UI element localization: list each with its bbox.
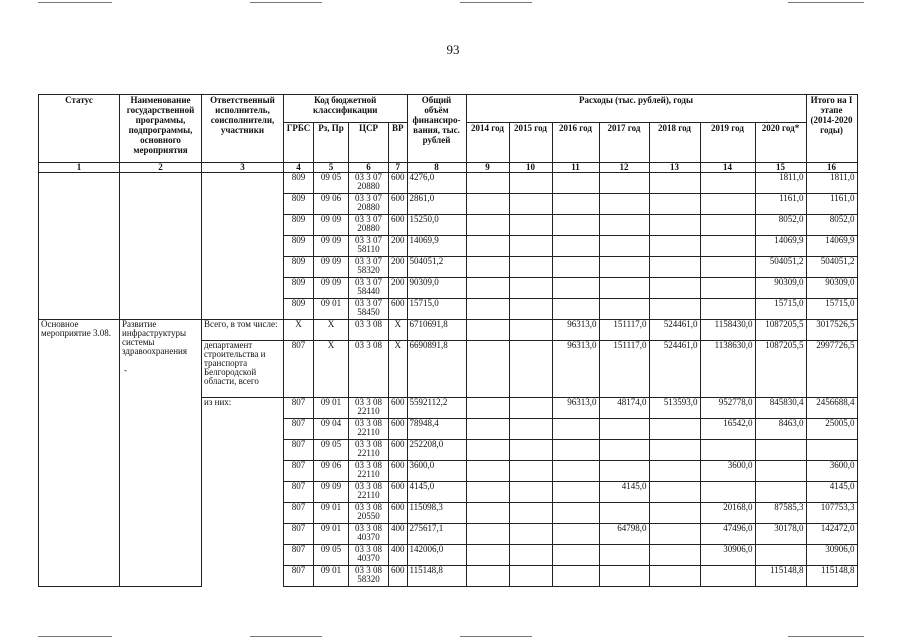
cell-2018 <box>649 503 700 524</box>
bullet-mark: - <box>124 365 127 375</box>
cell-vr: 600 <box>389 299 408 320</box>
cell-2016 <box>552 257 599 278</box>
cell-2016 <box>552 461 599 482</box>
cell-grbs: 809 <box>284 173 314 194</box>
cell-2015 <box>509 461 552 482</box>
column-number: 14 <box>700 163 755 173</box>
cell-2019 <box>700 194 755 215</box>
cell-name <box>120 173 202 320</box>
column-number: 1 <box>39 163 120 173</box>
cell-2015 <box>509 236 552 257</box>
cell-vr: 600 <box>389 482 408 503</box>
cell-2017 <box>599 173 649 194</box>
cell-2017: 151117,0 <box>599 320 649 341</box>
cell-stage-total: 1811,0 <box>806 173 857 194</box>
cell-2015 <box>509 341 552 398</box>
cell-2016 <box>552 278 599 299</box>
cell-grbs: 807 <box>284 440 314 461</box>
cell-2017 <box>599 440 649 461</box>
cell-2015 <box>509 419 552 440</box>
column-number: 4 <box>284 163 314 173</box>
cell-total: 15715,0 <box>407 299 466 320</box>
col-year-header: 2019 год <box>700 123 755 163</box>
cell-stage-total: 25005,0 <box>806 419 857 440</box>
col-year-header: 2014 год <box>466 123 509 163</box>
cell-csr: 03 3 07 20880 <box>349 215 389 236</box>
cell-grbs: 807 <box>284 524 314 545</box>
cell-vr: 600 <box>389 503 408 524</box>
cell-stage-total: 15715,0 <box>806 299 857 320</box>
header-row-1 <box>39 95 858 123</box>
cell-2014 <box>466 236 509 257</box>
cell-csr: 03 3 08 <box>349 320 389 341</box>
cell-total: 115098,3 <box>407 503 466 524</box>
cell-2019: 47496,0 <box>700 524 755 545</box>
cell-2014 <box>466 320 509 341</box>
cell-csr: 03 3 07 58110 <box>349 236 389 257</box>
cell-grbs: 809 <box>284 278 314 299</box>
cell-csr: 03 3 08 22110 <box>349 440 389 461</box>
cell-2017 <box>599 215 649 236</box>
cell-rzpr: 09 09 <box>314 257 349 278</box>
cell-2018: 524461,0 <box>649 320 700 341</box>
cell-vr: 600 <box>389 461 408 482</box>
cell-stage-total: 107753,3 <box>806 503 857 524</box>
cell-2019: 30906,0 <box>700 545 755 566</box>
cell-csr: 03 3 08 20550 <box>349 503 389 524</box>
cell-2018 <box>649 299 700 320</box>
cell-total: 6690891,8 <box>407 341 466 398</box>
cell-grbs: 809 <box>284 194 314 215</box>
cell-vr: 600 <box>389 173 408 194</box>
cell-vr: X <box>389 320 408 341</box>
col-expenses-header: Расходы (тыс. рублей), годы <box>466 95 806 123</box>
budget-table <box>38 94 858 587</box>
cell-stage-total: 8052,0 <box>806 215 857 236</box>
cell-grbs: 809 <box>284 299 314 320</box>
cell-stage-total: 115148,8 <box>806 566 857 587</box>
cell-2019 <box>700 440 755 461</box>
cell-total: 15250,0 <box>407 215 466 236</box>
cell-total: 90309,0 <box>407 278 466 299</box>
cell-2017 <box>599 236 649 257</box>
cell-2014 <box>466 278 509 299</box>
cell-2016 <box>552 419 599 440</box>
column-number: 9 <box>466 163 509 173</box>
cell-2018 <box>649 482 700 503</box>
table-row-activity-total <box>39 320 858 341</box>
cell-2019 <box>700 257 755 278</box>
top-rule-mid-left <box>250 2 322 3</box>
cell-stage-total: 30906,0 <box>806 545 857 566</box>
cell-2016 <box>552 299 599 320</box>
cell-stage-total: 4145,0 <box>806 482 857 503</box>
cell-2014 <box>466 461 509 482</box>
cell-total: 252208,0 <box>407 440 466 461</box>
cell-csr: 03 3 08 58320 <box>349 566 389 587</box>
cell-2018 <box>649 173 700 194</box>
col-year-header: 2018 год <box>649 123 700 163</box>
cell-grbs: 807 <box>284 482 314 503</box>
cell-vr: 600 <box>389 566 408 587</box>
cell-2015 <box>509 503 552 524</box>
cell-status <box>39 173 120 320</box>
column-number: 11 <box>552 163 599 173</box>
cell-2018 <box>649 566 700 587</box>
cell-2016 <box>552 194 599 215</box>
column-number: 15 <box>755 163 806 173</box>
cell-stage-total: 90309,0 <box>806 278 857 299</box>
cell-2019: 1158430,0 <box>700 320 755 341</box>
cell-2014 <box>466 566 509 587</box>
cell-2015 <box>509 215 552 236</box>
cell-2020: 14069,9 <box>755 236 806 257</box>
bottom-rule-mid-right <box>460 636 532 637</box>
cell-executor: из них: <box>202 398 284 587</box>
cell-2020: 1161,0 <box>755 194 806 215</box>
cell-grbs: 807 <box>284 545 314 566</box>
cell-2016 <box>552 566 599 587</box>
cell-grbs: 809 <box>284 236 314 257</box>
cell-2019 <box>700 278 755 299</box>
cell-2018 <box>649 194 700 215</box>
cell-2020 <box>755 461 806 482</box>
cell-2019 <box>700 215 755 236</box>
cell-2020: 90309,0 <box>755 278 806 299</box>
activity-name: Развитие инфраструктуры системы здравоохранения <box>122 319 188 356</box>
cell-total: 504051,2 <box>407 257 466 278</box>
cell-2018 <box>649 419 700 440</box>
cell-2015 <box>509 173 552 194</box>
cell-csr: 03 3 07 58440 <box>349 278 389 299</box>
cell-2014 <box>466 440 509 461</box>
col-name-header: Наименование государственной программы, подпрограммы, основного мероприятия <box>120 95 202 163</box>
column-number: 8 <box>407 163 466 173</box>
cell-csr: 03 3 08 22110 <box>349 482 389 503</box>
cell-2016 <box>552 440 599 461</box>
cell-csr: 03 3 08 40370 <box>349 545 389 566</box>
cell-vr: 200 <box>389 257 408 278</box>
cell-2020 <box>755 440 806 461</box>
column-number: 7 <box>389 163 408 173</box>
cell-total: 142006,0 <box>407 545 466 566</box>
cell-2020: 15715,0 <box>755 299 806 320</box>
cell-csr: 03 3 08 22110 <box>349 398 389 419</box>
cell-vr: X <box>389 341 408 398</box>
col-csr-header: ЦСР <box>349 123 389 163</box>
cell-rzpr: X <box>314 320 349 341</box>
cell-total: 4145,0 <box>407 482 466 503</box>
cell-2015 <box>509 257 552 278</box>
bottom-rule-left <box>38 636 112 637</box>
cell-grbs: X <box>284 320 314 341</box>
cell-2019: 1138630,0 <box>700 341 755 398</box>
cell-rzpr: 09 04 <box>314 419 349 440</box>
col-grbs-header: ГРБС <box>284 123 314 163</box>
cell-2020: 8052,0 <box>755 215 806 236</box>
cell-executor: Всего, в том числе: <box>202 320 284 341</box>
cell-vr: 600 <box>389 419 408 440</box>
col-status-header: Статус <box>39 95 120 163</box>
cell-2014 <box>466 545 509 566</box>
bottom-rule-right <box>788 636 864 637</box>
cell-csr: 03 3 07 58450 <box>349 299 389 320</box>
col-year-header: 2015 год <box>509 123 552 163</box>
cell-total: 2861,0 <box>407 194 466 215</box>
cell-2020: 115148,8 <box>755 566 806 587</box>
cell-2017 <box>599 545 649 566</box>
cell-2020 <box>755 482 806 503</box>
cell-stage-total: 142472,0 <box>806 524 857 545</box>
cell-2016: 96313,0 <box>552 320 599 341</box>
cell-total: 275617,1 <box>407 524 466 545</box>
col-total-header: Общий объём финансиро-вания, тыс. рублей <box>407 95 466 163</box>
cell-2020: 504051,2 <box>755 257 806 278</box>
cell-executor: департамент строительства и транспорта Белгородской области, всего <box>202 341 284 398</box>
cell-2015 <box>509 320 552 341</box>
column-number: 16 <box>806 163 857 173</box>
cell-2014 <box>466 341 509 398</box>
cell-stage-total: 1161,0 <box>806 194 857 215</box>
cell-total: 78948,4 <box>407 419 466 440</box>
col-executor-header: Ответственный исполнитель, соисполнители, участники <box>202 95 284 163</box>
cell-2015 <box>509 524 552 545</box>
cell-grbs: 807 <box>284 566 314 587</box>
cell-2018 <box>649 440 700 461</box>
cell-2017 <box>599 566 649 587</box>
cell-rzpr: 09 09 <box>314 482 349 503</box>
cell-2018: 524461,0 <box>649 341 700 398</box>
cell-vr: 600 <box>389 215 408 236</box>
cell-2018: 513593,0 <box>649 398 700 419</box>
cell-2015 <box>509 278 552 299</box>
cell-2017 <box>599 503 649 524</box>
cell-stage-total: 3600,0 <box>806 461 857 482</box>
cell-2014 <box>466 398 509 419</box>
cell-2014 <box>466 257 509 278</box>
cell-2015 <box>509 482 552 503</box>
column-number: 6 <box>349 163 389 173</box>
cell-2014 <box>466 482 509 503</box>
cell-grbs: 807 <box>284 419 314 440</box>
cell-status: Основное мероприятие 3.08. <box>39 320 120 587</box>
cell-2017 <box>599 194 649 215</box>
cell-stage-total: 2997726,5 <box>806 341 857 398</box>
cell-2015 <box>509 440 552 461</box>
cell-2016 <box>552 215 599 236</box>
cell-2020: 8463,0 <box>755 419 806 440</box>
cell-2019 <box>700 173 755 194</box>
cell-2017 <box>599 419 649 440</box>
cell-csr: 03 3 07 20880 <box>349 194 389 215</box>
cell-2020: 1087205,5 <box>755 320 806 341</box>
column-number: 12 <box>599 163 649 173</box>
cell-vr: 600 <box>389 440 408 461</box>
cell-2017 <box>599 299 649 320</box>
cell-2019 <box>700 299 755 320</box>
cell-2015 <box>509 545 552 566</box>
cell-csr: 03 3 07 58320 <box>349 257 389 278</box>
cell-2019: 3600,0 <box>700 461 755 482</box>
cell-2015 <box>509 299 552 320</box>
cell-2014 <box>466 215 509 236</box>
cell-2019: 952778,0 <box>700 398 755 419</box>
cell-rzpr: 09 09 <box>314 236 349 257</box>
cell-2017 <box>599 257 649 278</box>
col-year-header: 2017 год <box>599 123 649 163</box>
cell-2018 <box>649 524 700 545</box>
col-stage-total-header: Итого на I этапе (2014-2020 годы) <box>806 95 857 163</box>
column-number: 2 <box>120 163 202 173</box>
cell-2018 <box>649 461 700 482</box>
cell-total: 3600,0 <box>407 461 466 482</box>
column-number: 13 <box>649 163 700 173</box>
cell-rzpr: 09 06 <box>314 194 349 215</box>
cell-name <box>120 320 202 587</box>
cell-grbs: 807 <box>284 341 314 398</box>
cell-grbs: 807 <box>284 398 314 419</box>
col-year-header: 2016 год <box>552 123 599 163</box>
cell-vr: 400 <box>389 545 408 566</box>
top-rule-left <box>38 2 112 3</box>
cell-2014 <box>466 419 509 440</box>
cell-rzpr: 09 01 <box>314 503 349 524</box>
cell-2017: 48174,0 <box>599 398 649 419</box>
cell-csr: 03 3 08 <box>349 341 389 398</box>
cell-2020: 1087205,5 <box>755 341 806 398</box>
cell-2020: 87585,3 <box>755 503 806 524</box>
col-year-header: 2020 год* <box>755 123 806 163</box>
cell-2018 <box>649 236 700 257</box>
cell-2016 <box>552 173 599 194</box>
cell-2015 <box>509 398 552 419</box>
cell-2018 <box>649 215 700 236</box>
top-rule-mid-right <box>460 2 532 3</box>
cell-total: 6710691,8 <box>407 320 466 341</box>
cell-rzpr: X <box>314 341 349 398</box>
col-vr-header: ВР <box>389 123 408 163</box>
cell-2016: 96313,0 <box>552 341 599 398</box>
cell-2020: 845830,4 <box>755 398 806 419</box>
cell-executor <box>202 173 284 320</box>
cell-2016 <box>552 236 599 257</box>
cell-rzpr: 09 09 <box>314 215 349 236</box>
bottom-rule-mid-left <box>250 636 322 637</box>
cell-2017: 4145,0 <box>599 482 649 503</box>
cell-vr: 200 <box>389 236 408 257</box>
cell-2017 <box>599 278 649 299</box>
cell-csr: 03 3 07 20880 <box>349 173 389 194</box>
cell-rzpr: 09 05 <box>314 545 349 566</box>
table-row <box>39 173 858 194</box>
cell-2019: 20168,0 <box>700 503 755 524</box>
column-number: 3 <box>202 163 284 173</box>
cell-csr: 03 3 08 40370 <box>349 524 389 545</box>
column-number: 10 <box>509 163 552 173</box>
column-number-row <box>39 163 858 173</box>
cell-csr: 03 3 08 22110 <box>349 419 389 440</box>
cell-2018 <box>649 257 700 278</box>
cell-total: 4276,0 <box>407 173 466 194</box>
cell-2019: 16542,0 <box>700 419 755 440</box>
cell-total: 14069,9 <box>407 236 466 257</box>
cell-2014 <box>466 194 509 215</box>
cell-2017 <box>599 461 649 482</box>
cell-grbs: 807 <box>284 503 314 524</box>
cell-2018 <box>649 545 700 566</box>
top-rule-right <box>788 2 864 3</box>
cell-rzpr: 09 05 <box>314 173 349 194</box>
cell-vr: 600 <box>389 398 408 419</box>
cell-stage-total <box>806 440 857 461</box>
cell-2017: 151117,0 <box>599 341 649 398</box>
cell-grbs: 807 <box>284 461 314 482</box>
cell-stage-total: 3017526,5 <box>806 320 857 341</box>
cell-2020: 30178,0 <box>755 524 806 545</box>
cell-2014 <box>466 173 509 194</box>
cell-rzpr: 09 01 <box>314 398 349 419</box>
cell-2019 <box>700 236 755 257</box>
cell-2018 <box>649 278 700 299</box>
cell-vr: 400 <box>389 524 408 545</box>
cell-2020: 1811,0 <box>755 173 806 194</box>
cell-rzpr: 09 01 <box>314 566 349 587</box>
page-number: 93 <box>446 42 460 57</box>
cell-total: 5592112,2 <box>407 398 466 419</box>
cell-vr: 600 <box>389 194 408 215</box>
cell-2019 <box>700 566 755 587</box>
cell-stage-total: 14069,9 <box>806 236 857 257</box>
cell-csr: 03 3 08 22110 <box>349 461 389 482</box>
cell-rzpr: 09 01 <box>314 524 349 545</box>
cell-rzpr: 09 05 <box>314 440 349 461</box>
cell-stage-total: 504051,2 <box>806 257 857 278</box>
cell-2020 <box>755 545 806 566</box>
cell-grbs: 809 <box>284 257 314 278</box>
cell-total: 115148,8 <box>407 566 466 587</box>
cell-grbs: 809 <box>284 215 314 236</box>
cell-2019 <box>700 482 755 503</box>
cell-2015 <box>509 194 552 215</box>
col-budget-code-header: Код бюджетной классификации <box>284 95 408 123</box>
cell-2014 <box>466 503 509 524</box>
col-rzpr-header: Рз, Пр <box>314 123 349 163</box>
cell-rzpr: 09 09 <box>314 278 349 299</box>
cell-2016 <box>552 503 599 524</box>
cell-2014 <box>466 299 509 320</box>
cell-stage-total: 2456688,4 <box>806 398 857 419</box>
cell-rzpr: 09 01 <box>314 299 349 320</box>
cell-2017: 64798,0 <box>599 524 649 545</box>
cell-2016 <box>552 524 599 545</box>
column-number: 5 <box>314 163 349 173</box>
cell-2015 <box>509 566 552 587</box>
cell-rzpr: 09 06 <box>314 461 349 482</box>
cell-2016: 96313,0 <box>552 398 599 419</box>
cell-2016 <box>552 545 599 566</box>
cell-2016 <box>552 482 599 503</box>
cell-vr: 200 <box>389 278 408 299</box>
cell-2014 <box>466 524 509 545</box>
table-body <box>39 173 858 587</box>
